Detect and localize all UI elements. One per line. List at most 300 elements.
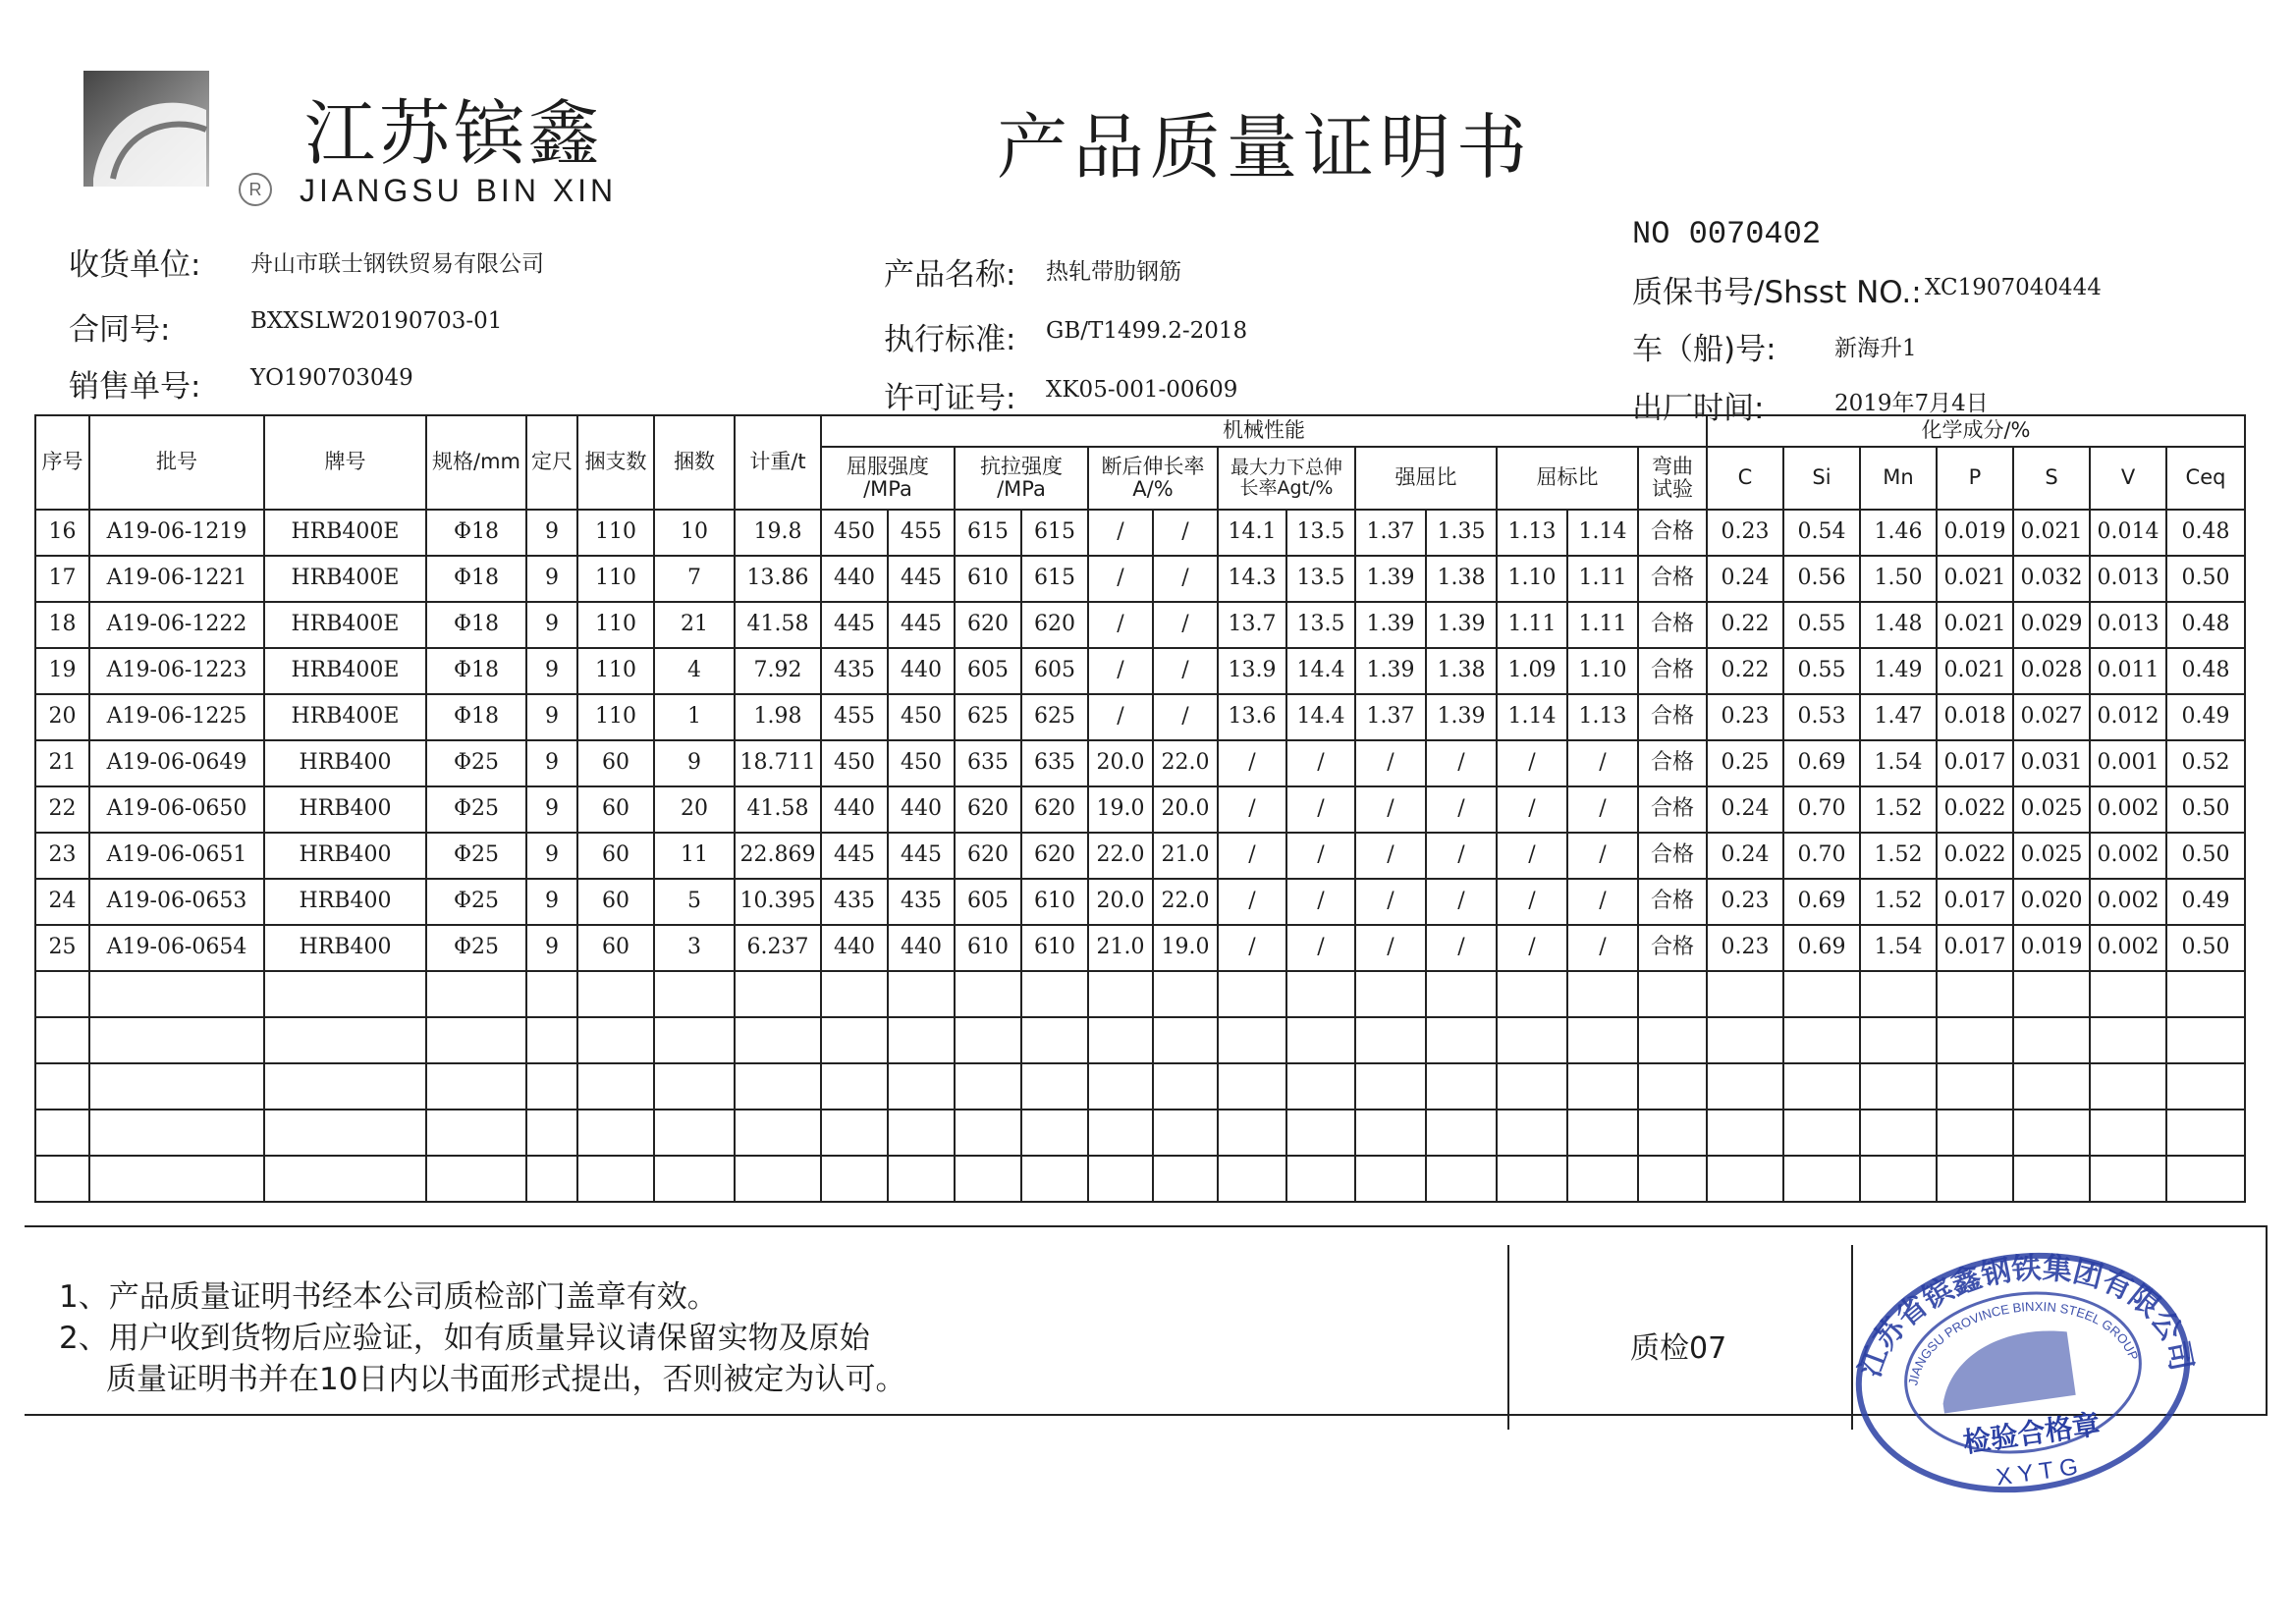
table-cell	[1860, 1156, 1937, 1202]
table-cell: 1.39	[1355, 556, 1426, 602]
table-cell	[735, 1110, 821, 1156]
table-cell: 110	[577, 602, 654, 648]
table-cell: HRB400E	[264, 648, 426, 694]
table-cell	[888, 1110, 955, 1156]
cert-value: XC1907040444	[1925, 275, 2102, 300]
col-pcs: 捆支数	[577, 415, 654, 510]
table-cell	[526, 971, 577, 1017]
table-cell: 20.0	[1088, 740, 1153, 786]
table-cell: 0.017	[1937, 879, 2013, 925]
col-yield: 屈服强度 /MPa	[821, 447, 955, 510]
table-cell: 610	[1021, 879, 1088, 925]
table-cell: 0.54	[1783, 510, 1860, 556]
table-cell	[654, 1156, 735, 1202]
table-cell	[1567, 1063, 1638, 1110]
table-cell	[1355, 971, 1426, 1017]
consignee-label: 收货单位:	[69, 247, 201, 283]
table-cell: 22	[35, 786, 89, 833]
table-cell: 24	[35, 879, 89, 925]
table-cell: 450	[821, 740, 888, 786]
table-cell	[1153, 971, 1218, 1017]
table-cell: /	[1218, 925, 1286, 971]
table-cell: 0.50	[2166, 925, 2245, 971]
table-cell	[1567, 1110, 1638, 1156]
table-cell: 9	[526, 786, 577, 833]
col-c: C	[1707, 447, 1783, 510]
table-cell: 620	[1021, 833, 1088, 879]
table-cell	[735, 1063, 821, 1110]
table-cell: 6.237	[735, 925, 821, 971]
table-cell	[1355, 1156, 1426, 1202]
table-cell: 0.22	[1707, 602, 1783, 648]
table-cell	[955, 1017, 1021, 1063]
table-cell	[1218, 971, 1286, 1017]
table-cell	[2090, 1017, 2166, 1063]
table-cell	[955, 1063, 1021, 1110]
table-cell	[1088, 1110, 1153, 1156]
table-cell: 0.002	[2090, 925, 2166, 971]
table-cell	[1937, 1063, 2013, 1110]
table-cell: 0.011	[2090, 648, 2166, 694]
contract-label: 合同号:	[69, 312, 171, 348]
table-cell	[1638, 1110, 1707, 1156]
table-cell: 0.013	[2090, 602, 2166, 648]
table-cell	[2166, 1110, 2245, 1156]
table-cell: A19-06-1225	[89, 694, 264, 740]
table-cell: 0.23	[1707, 925, 1783, 971]
table-cell: 0.69	[1783, 925, 1860, 971]
table-cell: /	[1497, 879, 1567, 925]
table-row	[35, 694, 2245, 740]
table-cell: 13.5	[1286, 510, 1355, 556]
table-cell: 18.711	[735, 740, 821, 786]
table-cell: 18	[35, 602, 89, 648]
table-cell: HRB400E	[264, 602, 426, 648]
table-cell: 0.49	[2166, 879, 2245, 925]
table-cell	[735, 1017, 821, 1063]
table-cell: A19-06-0650	[89, 786, 264, 833]
table-cell: 450	[888, 740, 955, 786]
table-cell	[1286, 1017, 1355, 1063]
table-cell: Φ18	[426, 694, 526, 740]
table-cell: 450	[821, 510, 888, 556]
col-seq: 序号	[35, 415, 89, 510]
table-cell: 0.53	[1783, 694, 1860, 740]
table-cell	[888, 1017, 955, 1063]
table-cell: /	[1355, 833, 1426, 879]
table-cell	[1567, 971, 1638, 1017]
table-cell	[1937, 1017, 2013, 1063]
table-cell: 0.52	[2166, 740, 2245, 786]
table-cell	[955, 971, 1021, 1017]
table-cell: 25	[35, 925, 89, 971]
table-cell	[264, 971, 426, 1017]
table-cell: Φ25	[426, 786, 526, 833]
table-cell	[1088, 971, 1153, 1017]
table-cell: 0.69	[1783, 879, 1860, 925]
table-cell: 1.10	[1497, 556, 1567, 602]
table-cell: /	[1088, 602, 1153, 648]
table-cell	[1860, 1017, 1937, 1063]
table-cell: A19-06-1219	[89, 510, 264, 556]
table-cell: Φ18	[426, 556, 526, 602]
table-cell: 41.58	[735, 786, 821, 833]
table-cell: 450	[888, 694, 955, 740]
table-cell	[1355, 1017, 1426, 1063]
table-cell: 13.5	[1286, 602, 1355, 648]
table-cell: 14.4	[1286, 694, 1355, 740]
table-cell: 7	[654, 556, 735, 602]
table-cell	[1355, 1063, 1426, 1110]
standard-value: GB/T1499.2-2018	[1046, 318, 1248, 344]
table-cell: 0.021	[1937, 648, 2013, 694]
table-cell: 0.025	[2013, 786, 2090, 833]
table-cell: 1.47	[1860, 694, 1937, 740]
table-cell: /	[1426, 786, 1497, 833]
table-cell: 21.0	[1153, 833, 1218, 879]
col-length: 定尺	[526, 415, 577, 510]
table-cell: 20.0	[1153, 786, 1218, 833]
table-cell: 1.37	[1355, 510, 1426, 556]
table-cell: 435	[821, 879, 888, 925]
table-cell	[89, 1017, 264, 1063]
table-cell: /	[1567, 786, 1638, 833]
table-row-empty	[35, 1156, 2245, 1202]
table-cell: 0.69	[1783, 740, 1860, 786]
table-cell	[1153, 1063, 1218, 1110]
table-cell: 1.35	[1426, 510, 1497, 556]
table-cell: Φ25	[426, 925, 526, 971]
table-cell: 620	[1021, 602, 1088, 648]
note-line-2: 2、用户收到货物后应验证，如有质量异议请保留实物及原始	[59, 1321, 870, 1356]
table-cell: 9	[526, 925, 577, 971]
table-cell: /	[1355, 879, 1426, 925]
table-cell: /	[1088, 694, 1153, 740]
table-cell: 60	[577, 925, 654, 971]
table-cell: 9	[654, 740, 735, 786]
table-cell: 455	[888, 510, 955, 556]
notes-divider	[1507, 1245, 1509, 1430]
table-cell	[821, 1063, 888, 1110]
table-cell	[1783, 971, 1860, 1017]
table-cell	[1021, 1017, 1088, 1063]
table-cell: 0.021	[1937, 602, 2013, 648]
table-cell: 1.39	[1355, 648, 1426, 694]
table-cell: 合格	[1638, 694, 1707, 740]
table-cell: 625	[1021, 694, 1088, 740]
table-cell: Φ25	[426, 740, 526, 786]
table-cell	[1497, 1156, 1567, 1202]
table-cell: 0.019	[1937, 510, 2013, 556]
table-cell: /	[1355, 740, 1426, 786]
table-cell: Φ18	[426, 648, 526, 694]
table-row	[35, 556, 2245, 602]
table-cell	[1937, 971, 2013, 1017]
table-cell	[1426, 1110, 1497, 1156]
table-row	[35, 602, 2245, 648]
table-cell	[1638, 1063, 1707, 1110]
table-cell: HRB400E	[264, 510, 426, 556]
table-cell	[89, 1063, 264, 1110]
table-cell	[1426, 971, 1497, 1017]
table-cell: /	[1286, 786, 1355, 833]
table-row-empty	[35, 971, 2245, 1017]
table-cell: 0.014	[2090, 510, 2166, 556]
table-cell	[1286, 1063, 1355, 1110]
table-cell	[2013, 971, 2090, 1017]
table-cell	[264, 1110, 426, 1156]
table-cell	[1088, 1063, 1153, 1110]
table-cell	[426, 1110, 526, 1156]
table-cell: 13.7	[1218, 602, 1286, 648]
table-cell: 435	[888, 879, 955, 925]
table-cell	[577, 1017, 654, 1063]
table-cell	[1860, 1110, 1937, 1156]
table-row	[35, 833, 2245, 879]
table-cell: 合格	[1638, 879, 1707, 925]
table-cell	[577, 1156, 654, 1202]
table-cell: 14.4	[1286, 648, 1355, 694]
table-cell: 0.50	[2166, 833, 2245, 879]
table-cell: /	[1286, 740, 1355, 786]
table-cell: 0.70	[1783, 833, 1860, 879]
table-cell: A19-06-0649	[89, 740, 264, 786]
table-cell: /	[1088, 556, 1153, 602]
table-cell: 620	[955, 602, 1021, 648]
col-grade: 牌号	[264, 415, 426, 510]
cert-label: 质保书号/Shsst NO.:	[1632, 275, 1922, 310]
table-cell: A19-06-1221	[89, 556, 264, 602]
table-cell: 445	[888, 556, 955, 602]
table-cell	[577, 971, 654, 1017]
table-cell	[735, 971, 821, 1017]
table-cell: 60	[577, 879, 654, 925]
date-value: 2019年7月4日	[1834, 391, 1989, 416]
table-cell: 1.11	[1567, 602, 1638, 648]
table-cell	[89, 1110, 264, 1156]
table-cell: 13.6	[1218, 694, 1286, 740]
table-cell	[426, 1017, 526, 1063]
table-cell	[1218, 1110, 1286, 1156]
table-cell: 1.52	[1860, 786, 1937, 833]
table-cell: 0.24	[1707, 556, 1783, 602]
table-cell: 21	[35, 740, 89, 786]
table-cell: 60	[577, 786, 654, 833]
table-cell: 21	[654, 602, 735, 648]
table-cell	[1355, 1110, 1426, 1156]
table-cell: 440	[821, 786, 888, 833]
table-cell: 0.23	[1707, 879, 1783, 925]
table-cell: /	[1286, 925, 1355, 971]
table-cell: /	[1153, 602, 1218, 648]
col-batch: 批号	[89, 415, 264, 510]
table-cell: 合格	[1638, 602, 1707, 648]
table-cell	[526, 1063, 577, 1110]
table-cell	[821, 971, 888, 1017]
table-cell	[735, 1156, 821, 1202]
table-cell: 1.39	[1426, 694, 1497, 740]
table-cell	[2090, 1156, 2166, 1202]
table-cell: 0.48	[2166, 648, 2245, 694]
document-number: NO 0070402	[1632, 216, 1822, 252]
table-cell: /	[1497, 925, 1567, 971]
table-cell: HRB400	[264, 925, 426, 971]
table-cell: 1.54	[1860, 740, 1937, 786]
table-cell	[2166, 1156, 2245, 1202]
table-cell: 0.24	[1707, 786, 1783, 833]
table-cell: A19-06-0651	[89, 833, 264, 879]
table-cell	[426, 971, 526, 1017]
page-title: 产品质量证明书	[997, 106, 1534, 189]
table-cell	[89, 971, 264, 1017]
table-cell: /	[1355, 786, 1426, 833]
table-cell: 0.022	[1937, 786, 2013, 833]
license-label: 许可证号:	[884, 381, 1016, 416]
table-cell	[821, 1017, 888, 1063]
table-cell: 合格	[1638, 556, 1707, 602]
table-cell: 13.86	[735, 556, 821, 602]
table-cell: Φ25	[426, 879, 526, 925]
table-cell	[577, 1110, 654, 1156]
table-cell: 0.24	[1707, 833, 1783, 879]
table-cell	[35, 1110, 89, 1156]
table-cell: 1.11	[1497, 602, 1567, 648]
table-cell: /	[1567, 740, 1638, 786]
table-cell	[2090, 1110, 2166, 1156]
table-cell	[888, 971, 955, 1017]
table-cell	[35, 1063, 89, 1110]
col-agt: 最大力下总伸 长率Agt/%	[1218, 447, 1355, 510]
table-cell: 9	[526, 833, 577, 879]
vehicle-label: 车（船)号:	[1632, 332, 1777, 367]
table-cell	[1567, 1017, 1638, 1063]
table-cell: 610	[955, 556, 1021, 602]
date-label: 出厂时间:	[1632, 391, 1765, 426]
table-cell: 0.028	[2013, 648, 2090, 694]
col-ratio: 强屈比	[1355, 447, 1497, 510]
table-cell	[1286, 971, 1355, 1017]
col-weight: 计重/t	[735, 415, 821, 510]
table-cell: 17	[35, 556, 89, 602]
registered-icon: R	[239, 173, 272, 206]
table-cell: 60	[577, 833, 654, 879]
table-cell	[1937, 1110, 2013, 1156]
table-row	[35, 786, 2245, 833]
contract-value: BXXSLW20190703-01	[250, 308, 503, 334]
table-cell: 1.38	[1426, 556, 1497, 602]
table-cell: 13.5	[1286, 556, 1355, 602]
table-cell: 1.52	[1860, 833, 1937, 879]
table-cell: 1.14	[1497, 694, 1567, 740]
table-cell: 445	[888, 833, 955, 879]
table-cell: 635	[955, 740, 1021, 786]
table-cell: 14.3	[1218, 556, 1286, 602]
table-cell	[1426, 1017, 1497, 1063]
sales-value: YO190703049	[250, 365, 413, 391]
table-cell	[2166, 971, 2245, 1017]
table-cell: 13.9	[1218, 648, 1286, 694]
table-cell: 0.027	[2013, 694, 2090, 740]
table-cell	[1153, 1110, 1218, 1156]
table-cell: 0.032	[2013, 556, 2090, 602]
table-cell: 1	[654, 694, 735, 740]
table-cell: /	[1153, 694, 1218, 740]
table-cell	[888, 1063, 955, 1110]
table-cell: /	[1218, 833, 1286, 879]
table-cell: 0.55	[1783, 602, 1860, 648]
table-cell	[2090, 971, 2166, 1017]
table-cell: 110	[577, 648, 654, 694]
table-cell	[1707, 1156, 1783, 1202]
table-cell: 1.10	[1567, 648, 1638, 694]
table-cell: /	[1567, 833, 1638, 879]
table-cell	[1426, 1156, 1497, 1202]
table-cell: /	[1497, 786, 1567, 833]
table-cell: 1.39	[1426, 602, 1497, 648]
table-cell: 22.869	[735, 833, 821, 879]
table-cell: /	[1088, 648, 1153, 694]
table-cell: 20	[35, 694, 89, 740]
table-cell: /	[1426, 740, 1497, 786]
table-cell	[1638, 1017, 1707, 1063]
table-cell	[1567, 1156, 1638, 1202]
table-cell: 0.55	[1783, 648, 1860, 694]
table-cell: HRB400	[264, 786, 426, 833]
table-cell	[821, 1110, 888, 1156]
table-cell: 0.017	[1937, 740, 2013, 786]
table-row-empty	[35, 1017, 2245, 1063]
table-cell	[1218, 1156, 1286, 1202]
col-spec: 规格/mm	[426, 415, 526, 510]
standard-label: 执行标准:	[884, 322, 1016, 357]
table-cell	[1497, 1063, 1567, 1110]
table-cell	[654, 1017, 735, 1063]
table-row-empty	[35, 1063, 2245, 1110]
table-cell: 0.22	[1707, 648, 1783, 694]
table-cell	[821, 1156, 888, 1202]
sales-label: 销售单号:	[69, 369, 201, 405]
col-bend: 弯曲 试验	[1638, 447, 1707, 510]
col-chem: 化学成分/%	[1707, 415, 2245, 447]
table-cell: A19-06-1223	[89, 648, 264, 694]
table-cell: 620	[955, 786, 1021, 833]
table-cell: 合格	[1638, 925, 1707, 971]
table-cell: 1.98	[735, 694, 821, 740]
table-cell: 合格	[1638, 510, 1707, 556]
col-p: P	[1937, 447, 2013, 510]
table-cell: 19	[35, 648, 89, 694]
table-cell: 0.001	[2090, 740, 2166, 786]
table-cell: 41.58	[735, 602, 821, 648]
table-cell: A19-06-0654	[89, 925, 264, 971]
table-cell: 1.13	[1567, 694, 1638, 740]
table-cell: 1.48	[1860, 602, 1937, 648]
table-cell	[1937, 1156, 2013, 1202]
table-cell: 620	[955, 833, 1021, 879]
table-cell: /	[1497, 833, 1567, 879]
table-cell: 1.13	[1497, 510, 1567, 556]
table-cell	[526, 1017, 577, 1063]
table-cell	[1707, 1110, 1783, 1156]
table-cell: 合格	[1638, 648, 1707, 694]
table-cell: 合格	[1638, 786, 1707, 833]
table-cell: 0.56	[1783, 556, 1860, 602]
table-cell	[2090, 1063, 2166, 1110]
table-cell: 0.012	[2090, 694, 2166, 740]
table-cell: 4	[654, 648, 735, 694]
table-cell: 0.022	[1937, 833, 2013, 879]
table-cell: 合格	[1638, 833, 1707, 879]
